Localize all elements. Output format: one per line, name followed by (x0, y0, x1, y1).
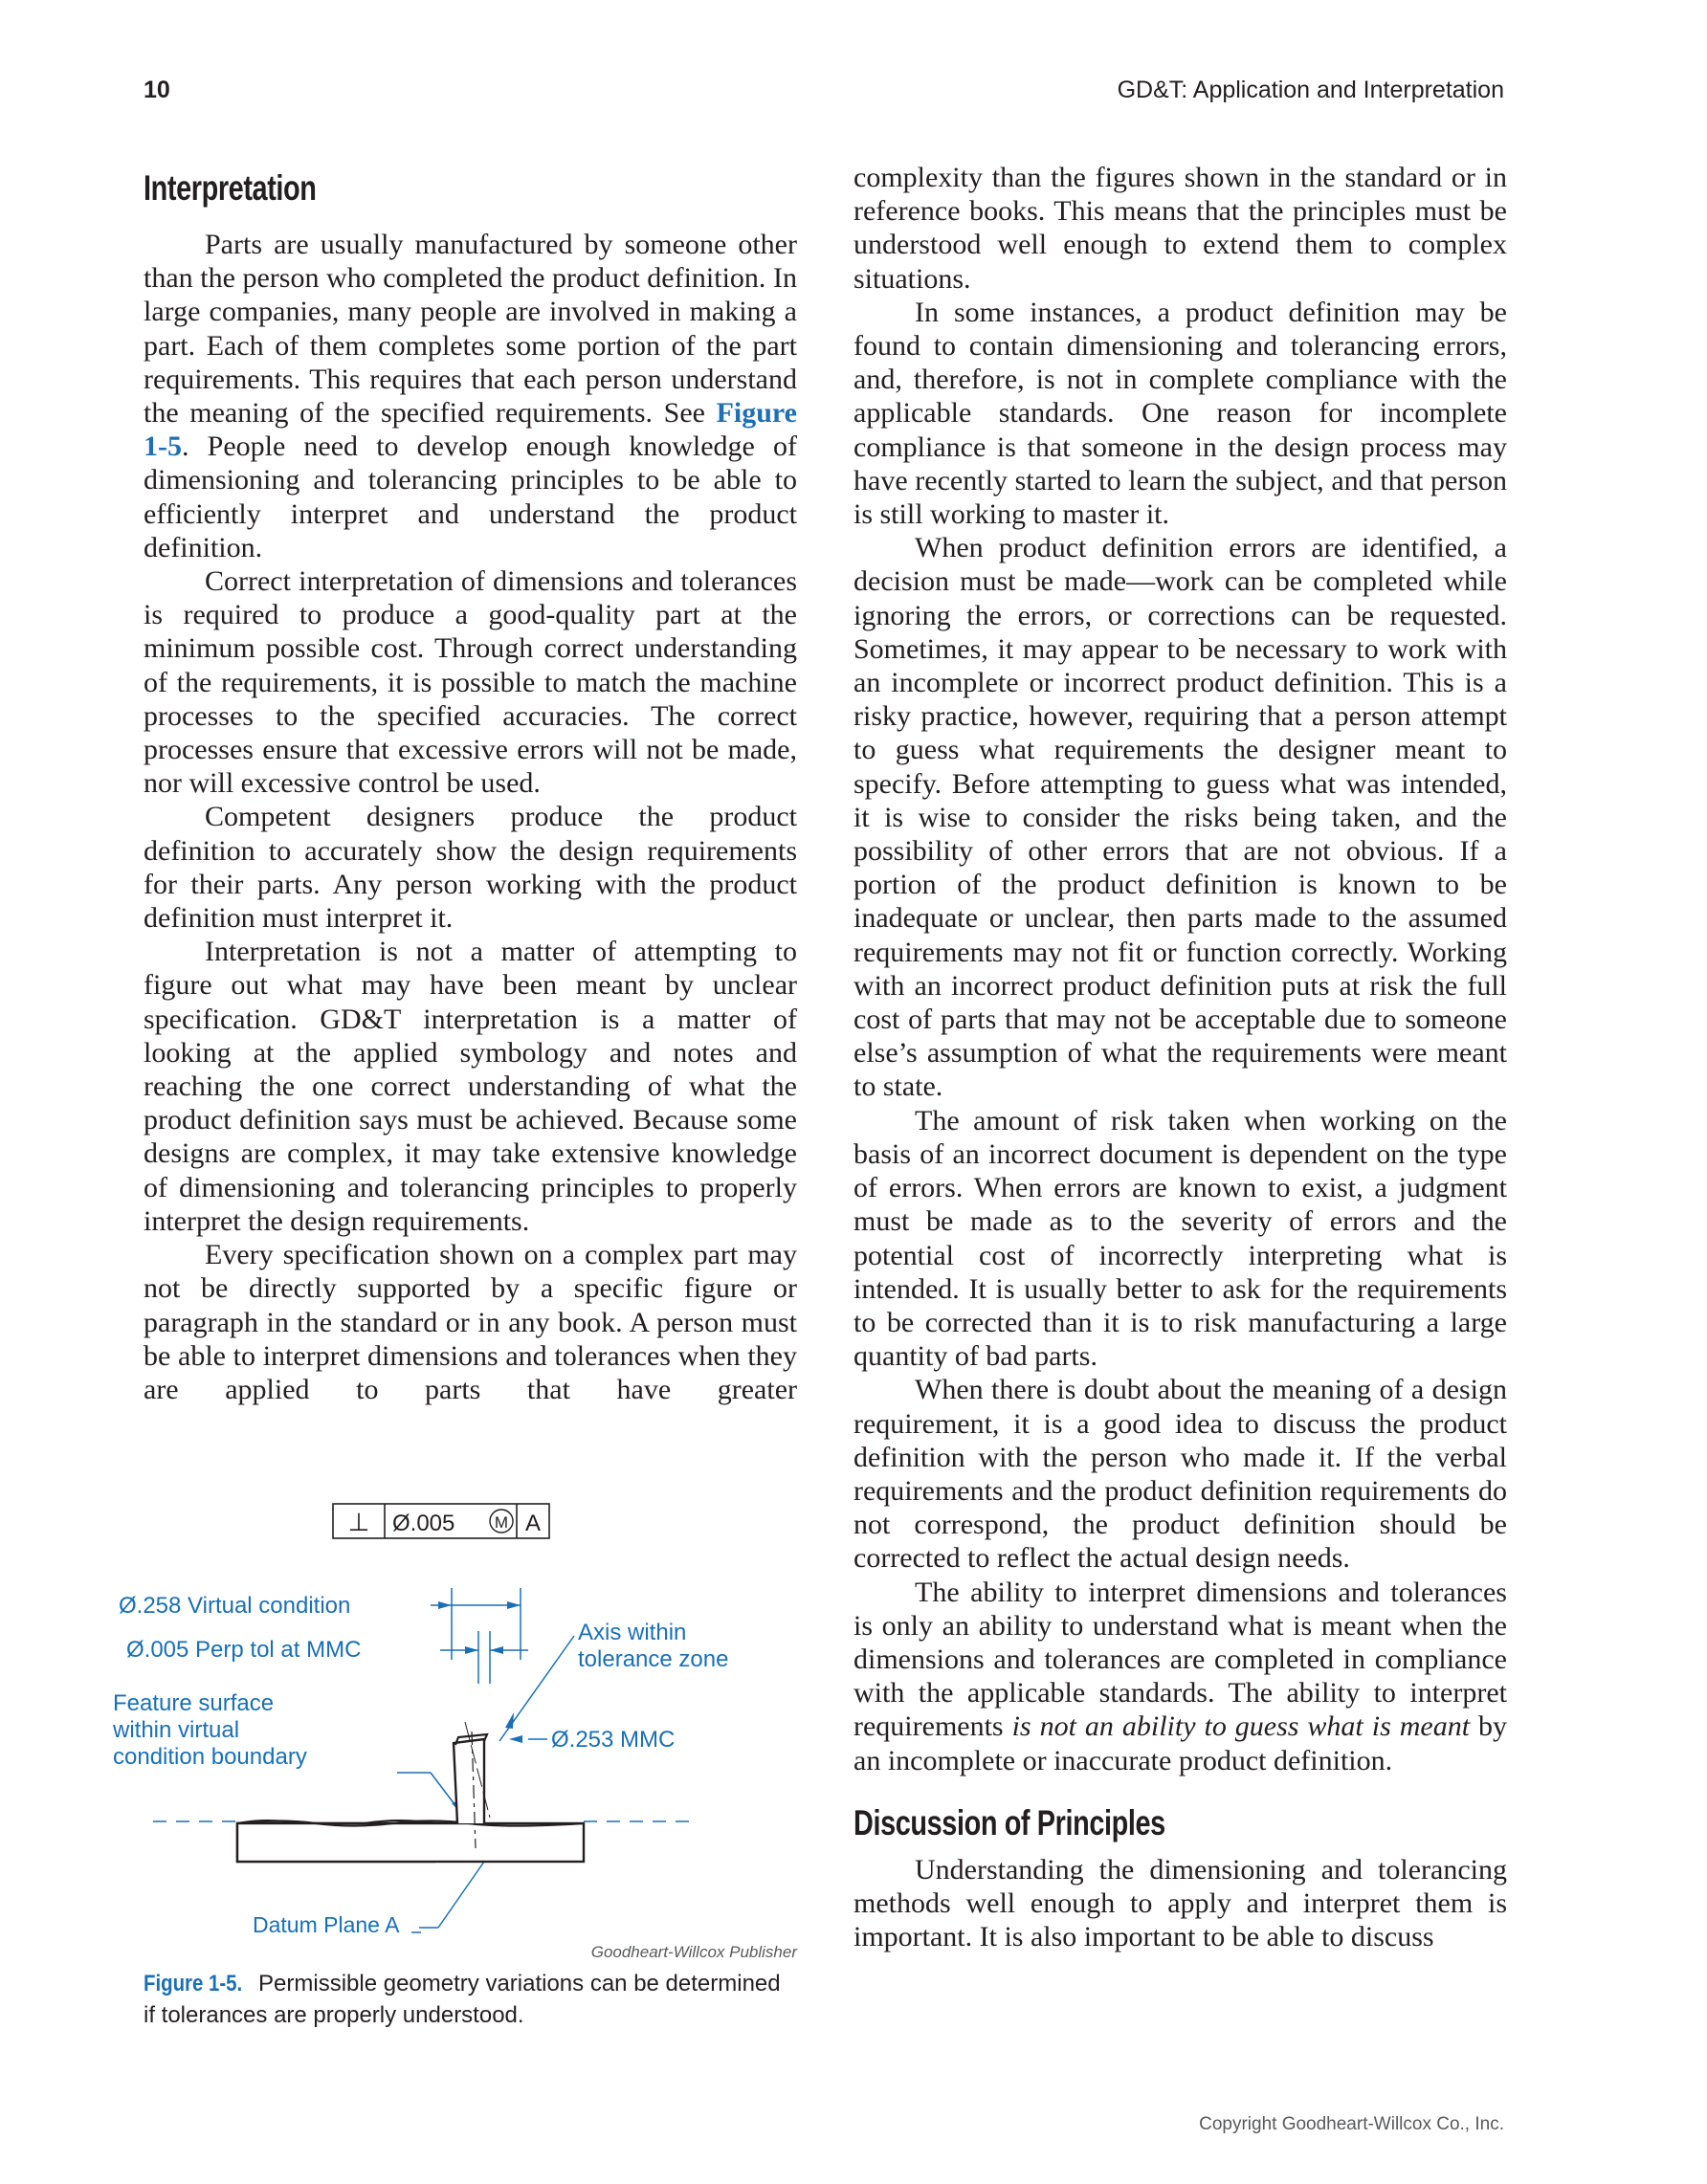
paragraph: Every specification shown on a complex part may not be directly supported by a specific figure or paragraph in the standard or in any book. A person must be able to interpret dimensions and tolerances when they are applied to parts that have greater (144, 1239, 797, 1405)
label-surface-line2: within virtual (113, 1717, 240, 1743)
label-virtual-condition: Ø.258 Virtual condition (119, 1593, 351, 1619)
paragraph: Interpretation is not a matter of attempting to figure out what may have been meant by unclear specification. GD&T interpretation is a matter of looking at the applied symbology and notes and reaching the one correct understanding of what the product definition says must be achieved. Because some designs are complex, it may take extensive knowledge of dimensioning and tolerancing principles to properly interpret the design requirements. (144, 936, 797, 1237)
paragraph: When there is doubt about the meaning of a design requirement, it is a good idea to discuss the product definition with the person who made it. If the verbal requirements and the product definition requirements do not correspond, the product definition should be corrected to reflect the actual design needs. (854, 1374, 1507, 1575)
datum-reference: A (524, 1511, 542, 1536)
paragraph: The amount of risk taken when working on the basis of an incorrect document is dependent on the type of errors. When errors are known to exist, a judgment must be made as to the severity of errors and the potential cost of incorrectly interpreting what is intended. It is usually better to ask for the requirements to be corrected than it is to risk manufacturing a large quantity of bad parts. (854, 1104, 1507, 1373)
label-axis-line2: tolerance zone (578, 1646, 729, 1672)
paragraph-text: by an incomplete or inaccurate product definition. (854, 1710, 1508, 1776)
section-heading-discussion: Discussion of Principles (854, 1802, 1165, 1842)
figure-caption-text: Permissible geometry variations can be determined if tolerances are properly understood. (144, 1971, 781, 2028)
emphasis-text: is not an ability to guess what is meant (1011, 1710, 1471, 1743)
paragraph: When product definition errors are identified, a decision must be made—work can be completed while ignoring the errors, or corrections can be requested. Sometimes, it may appear to be necessary to work with an incomplete or incorrect product definition. This is a risky practice, however, requiring that a person attempt to guess what requirements the designer meant to specify. Before attempting to guess what was intended, it is wise to consider the risks being taken, and the possibility of other errors that are not obvious. If a portion of the product definition is known to be inadequate or unclear, then parts made to the assumed requirements may not fit or function correctly. Working with an incorrect product definition puts at risk the full cost of parts that may not be acceptable due to someone else’s assumption of what the requirements were meant to state. (854, 532, 1507, 1103)
paragraph: In some instances, a product definition may be found to contain dimensioning and tolerancing errors, and, therefore, is not in complete compliance with the applicable standards. One reason for incomplete compliance is that someone in the design process may have recently started to learn the subject, and that person is still working to master it. (854, 296, 1507, 531)
mmc-modifier-letter: M (494, 1513, 509, 1532)
label-datum-plane: Datum Plane A (253, 1912, 400, 1937)
paragraph-text: . People need to develop enough knowledge of dimensioning and tolerancing principles to be able to efficiently interpret and understand the product definition. (144, 430, 797, 563)
paragraph (854, 1576, 1507, 1777)
figure-credit: Goodheart-Willcox Publisher (590, 1943, 797, 1961)
figure-reference-link[interactable]: Figure 1-5 (144, 397, 797, 463)
right-column (854, 161, 1507, 1954)
part-drawing (237, 1722, 584, 1862)
feature-control-frame (333, 1504, 549, 1538)
section-heading-interpretation: Interpretation (144, 168, 317, 208)
figure-caption-label: Figure 1-5. (144, 1971, 243, 1996)
perpendicularity-symbol: ⊥ (347, 1509, 370, 1537)
label-perp-tolerance: Ø.005 Perp tol at MMC (126, 1637, 362, 1663)
paragraph (144, 228, 797, 564)
tolerance-value: Ø.005 (392, 1511, 455, 1536)
paragraph-text: The ability to interpret dimensions and tolerances is only an ability to understand what is meant when the dimensions and tolerances are completed in compliance with the applicable standards. The ability to interpret requirements (854, 1576, 1507, 1743)
paragraph: complexity than the figures shown in the standard or in reference books. This means that the principles must be understood well enough to extend them to complex situations. (854, 162, 1507, 295)
paragraph: Understanding the dimensioning and tolerancing methods well enough to apply and interpret them is important. It is also important to be able to discuss (854, 1853, 1507, 1953)
label-surface-line1: Feature surface (113, 1690, 275, 1716)
label-axis-line1: Axis within (578, 1620, 687, 1645)
label-surface-line3: condition boundary (113, 1744, 307, 1770)
paragraph-text: Parts are usually manufactured by someone other than the person who completed the product definition. In large companies, many people are involved in making a part. Each of them completes some portion of the part requirements. This requires that each person understand the meaning of the specified requirements. See (144, 229, 797, 430)
paragraph: Competent designers produce the product definition to accurately show the design requirements for their parts. Any person working with the product definition must interpret it. (144, 801, 797, 935)
figure-caption (144, 1968, 797, 2031)
running-title: GD&T: Application and Interpretation (1117, 77, 1504, 103)
page-number: 10 (144, 77, 170, 103)
left-column (144, 228, 797, 1406)
paragraph: Correct interpretation of dimensions and tolerances is required to produce a good-quality part at the minimum possible cost. Through correct understanding of the requirements, it is possible to match the machine processes to the specified accuracies. The correct processes ensure that excessive errors will not be made, nor will excessive control be used. (144, 565, 797, 800)
label-mmc: Ø.253 MMC (551, 1727, 676, 1753)
copyright-footer: Copyright Goodheart-Willcox Co., Inc. (1199, 2114, 1504, 2134)
figure-1-5-diagram (113, 1492, 804, 1937)
